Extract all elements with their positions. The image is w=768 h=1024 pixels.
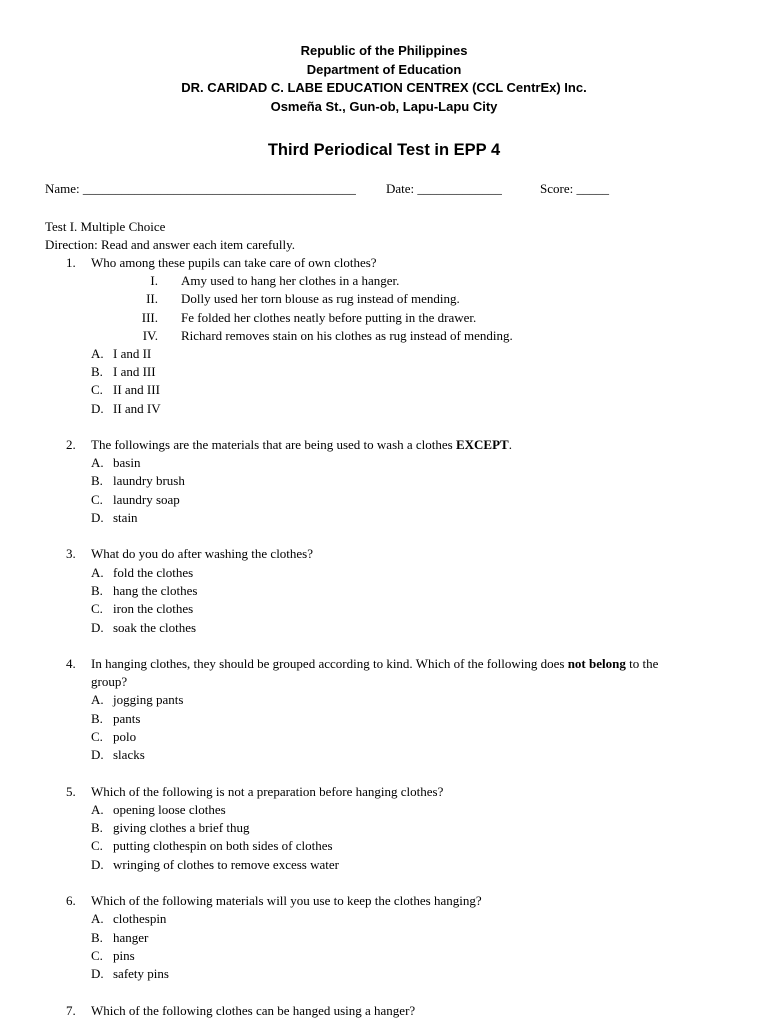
question-text-part: In hanging clothes, they should be grouped according to kind. Which of the following does [91, 656, 568, 671]
roman-number: IV. [142, 328, 158, 343]
option-letter: B. [91, 711, 103, 726]
option-letter: B. [91, 820, 103, 835]
section-heading: Test I. Multiple Choice [45, 219, 166, 234]
option-letter: B. [91, 473, 103, 488]
option-text: laundry brush [113, 473, 185, 488]
section-direction: Direction: Read and answer each item carefully. [45, 237, 296, 252]
option-text: putting clothespin on both sides of clothes [113, 838, 333, 853]
option-text: clothespin [113, 911, 167, 926]
question-text-part: . [508, 437, 512, 452]
school-header [0, 42, 768, 116]
option-letter: A. [91, 911, 104, 926]
option-text: pants [113, 711, 141, 726]
option-text: hanger [113, 930, 149, 945]
option-letter: B. [91, 583, 103, 598]
roman-statement: Richard removes stain on his clothes as rug instead of mending. [181, 328, 513, 343]
question-text-continued: group? [91, 674, 128, 689]
option-text: polo [113, 729, 137, 744]
option-letter: B. [91, 364, 103, 379]
question-number: 4. [66, 656, 76, 671]
emphasis-not-belong: not belong [567, 656, 626, 671]
option-text: pins [113, 948, 135, 963]
option-text: iron the clothes [113, 601, 194, 616]
question-number: 2. [66, 437, 76, 452]
option-letter: A. [91, 565, 104, 580]
option-text: II and IV [113, 401, 161, 416]
option-letter: A. [91, 455, 104, 470]
question-text: Which of the following clothes can be hanged using a hanger? [91, 1003, 416, 1018]
option-letter: C. [91, 492, 103, 507]
option-text: hang the clothes [113, 583, 198, 598]
option-letter: D. [91, 620, 104, 635]
option-text: wringing of clothes to remove excess water [113, 857, 339, 872]
option-letter: C. [91, 948, 103, 963]
option-text: soak the clothes [113, 620, 197, 635]
option-letter: D. [91, 747, 104, 762]
option-letter: D. [91, 966, 104, 981]
option-text: I and II [113, 346, 152, 361]
option-text: jogging pants [113, 692, 184, 707]
option-text: basin [113, 455, 141, 470]
option-letter: A. [91, 802, 104, 817]
option-text: safety pins [113, 966, 169, 981]
roman-number: I. [150, 273, 158, 288]
question-text [91, 655, 711, 673]
question-number: 7. [66, 1003, 76, 1018]
header-republic: Republic of the Philippines [300, 43, 468, 58]
header-address: Osmeña St., Gun-ob, Lapu-Lapu City [270, 98, 498, 114]
header-department: Department of Education [306, 61, 462, 77]
test-title: Third Periodical Test in EPP 4 [267, 141, 501, 159]
question-number: 5. [66, 784, 76, 799]
roman-number: III. [141, 310, 158, 325]
option-letter: D. [91, 510, 104, 525]
question-number: 3. [66, 546, 76, 561]
option-letter: C. [91, 729, 103, 744]
option-text: stain [113, 510, 138, 525]
question-number: 1. [66, 255, 76, 270]
question-text: Which of the following materials will you use to keep the clothes hanging? [91, 893, 482, 908]
roman-number: II. [146, 291, 158, 306]
question-text: What do you do after washing the clothes? [91, 546, 314, 561]
option-letter: B. [91, 930, 103, 945]
option-letter: D. [91, 857, 104, 872]
option-text: laundry soap [113, 492, 180, 507]
option-text: II and III [113, 382, 160, 397]
question-text: Which of the following is not a preparation before hanging clothes? [91, 784, 444, 799]
emphasis-except: EXCEPT [455, 437, 509, 452]
roman-statement: Amy used to hang her clothes in a hanger. [181, 273, 400, 288]
option-letter: C. [91, 601, 103, 616]
option-letter: C. [91, 382, 103, 397]
question-text: Who among these pupils can take care of own clothes? [91, 255, 377, 270]
roman-statement: Fe folded her clothes neatly before putting in the drawer. [181, 310, 477, 325]
option-text: slacks [113, 747, 145, 762]
option-text: fold the clothes [113, 565, 194, 580]
option-text: giving clothes a brief thug [113, 820, 250, 835]
date-field: Date: _____________ [386, 181, 502, 196]
question-text [91, 436, 711, 454]
option-text: I and III [113, 364, 156, 379]
score-field: Score: _____ [540, 181, 609, 196]
option-letter: D. [91, 401, 104, 416]
question-number: 6. [66, 893, 76, 908]
option-letter: A. [91, 346, 104, 361]
option-text: opening loose clothes [113, 802, 226, 817]
option-letter: A. [91, 692, 104, 707]
question-text-part: to the [625, 656, 659, 671]
name-field: Name: __________________________________________ [45, 181, 356, 196]
option-letter: C. [91, 838, 103, 853]
roman-statement: Dolly used her torn blouse as rug instead of mending. [181, 291, 460, 306]
header-school-name: DR. CARIDAD C. LABE EDUCATION CENTREX (CCL CentrEx) Inc. [181, 80, 587, 95]
question-text-part: The followings are the materials that are being used to wash a clothes [91, 437, 456, 452]
